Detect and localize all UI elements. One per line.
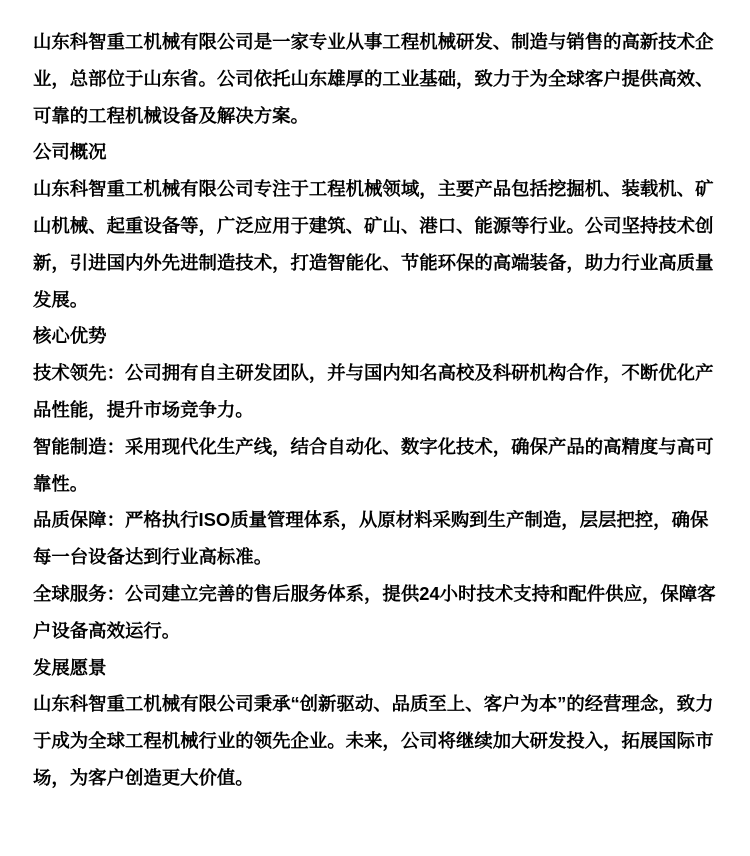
heading-core-advantages: 核心优势 <box>33 325 107 347</box>
heading-development-vision: 发展愿景 <box>33 656 107 678</box>
advantage-quality-paragraph: 品质保障：严格执行ISO质量管理体系，从原材料采购到生产制造，层层把控，确保每一台设备达到行业高标准。 <box>33 509 709 568</box>
intro-paragraph: 山东科智重工机械有限公司是一家专业从事工程机械研发、制造与销售的高新技术企业，总部位于山东省。公司依托山东雄厚的工业基础，致力于为全球客户提供高效、可靠的工程机械设备及解决方案。 <box>33 31 714 126</box>
advantage-technology-paragraph: 技术领先：公司拥有自主研发团队，并与国内知名高校及科研机构合作，不断优化产品性能，提升市场竞争力。 <box>33 362 714 420</box>
heading-company-overview: 公司概况 <box>33 141 107 163</box>
company-overview-paragraph: 山东科智重工机械有限公司专注于工程机械领域，主要产品包括挖掘机、装载机、矿山机械、起重设备等，广泛应用于建筑、矿山、港口、能源等行业。公司坚持技术创新，引进国内外先进制造技术，打造智能化、节能环保的高端装备，助力行业高质量发展。 <box>33 178 714 310</box>
advantage-global-service-paragraph: 全球服务：公司建立完善的售后服务体系，提供24小时技术支持和配件供应，保障客户设备高效运行。 <box>33 582 716 641</box>
vision-paragraph: 山东科智重工机械有限公司秉承“创新驱动、品质至上、客户为本”的经营理念，致力于成为全球工程机械行业的领先企业。未来，公司将继续加大研发投入，拓展国际市场，为客户创造更大价值。 <box>33 693 714 788</box>
advantage-smart-manufacturing-paragraph: 智能制造：采用现代化生产线，结合自动化、数字化技术，确保产品的高精度与高可靠性。 <box>33 435 714 494</box>
